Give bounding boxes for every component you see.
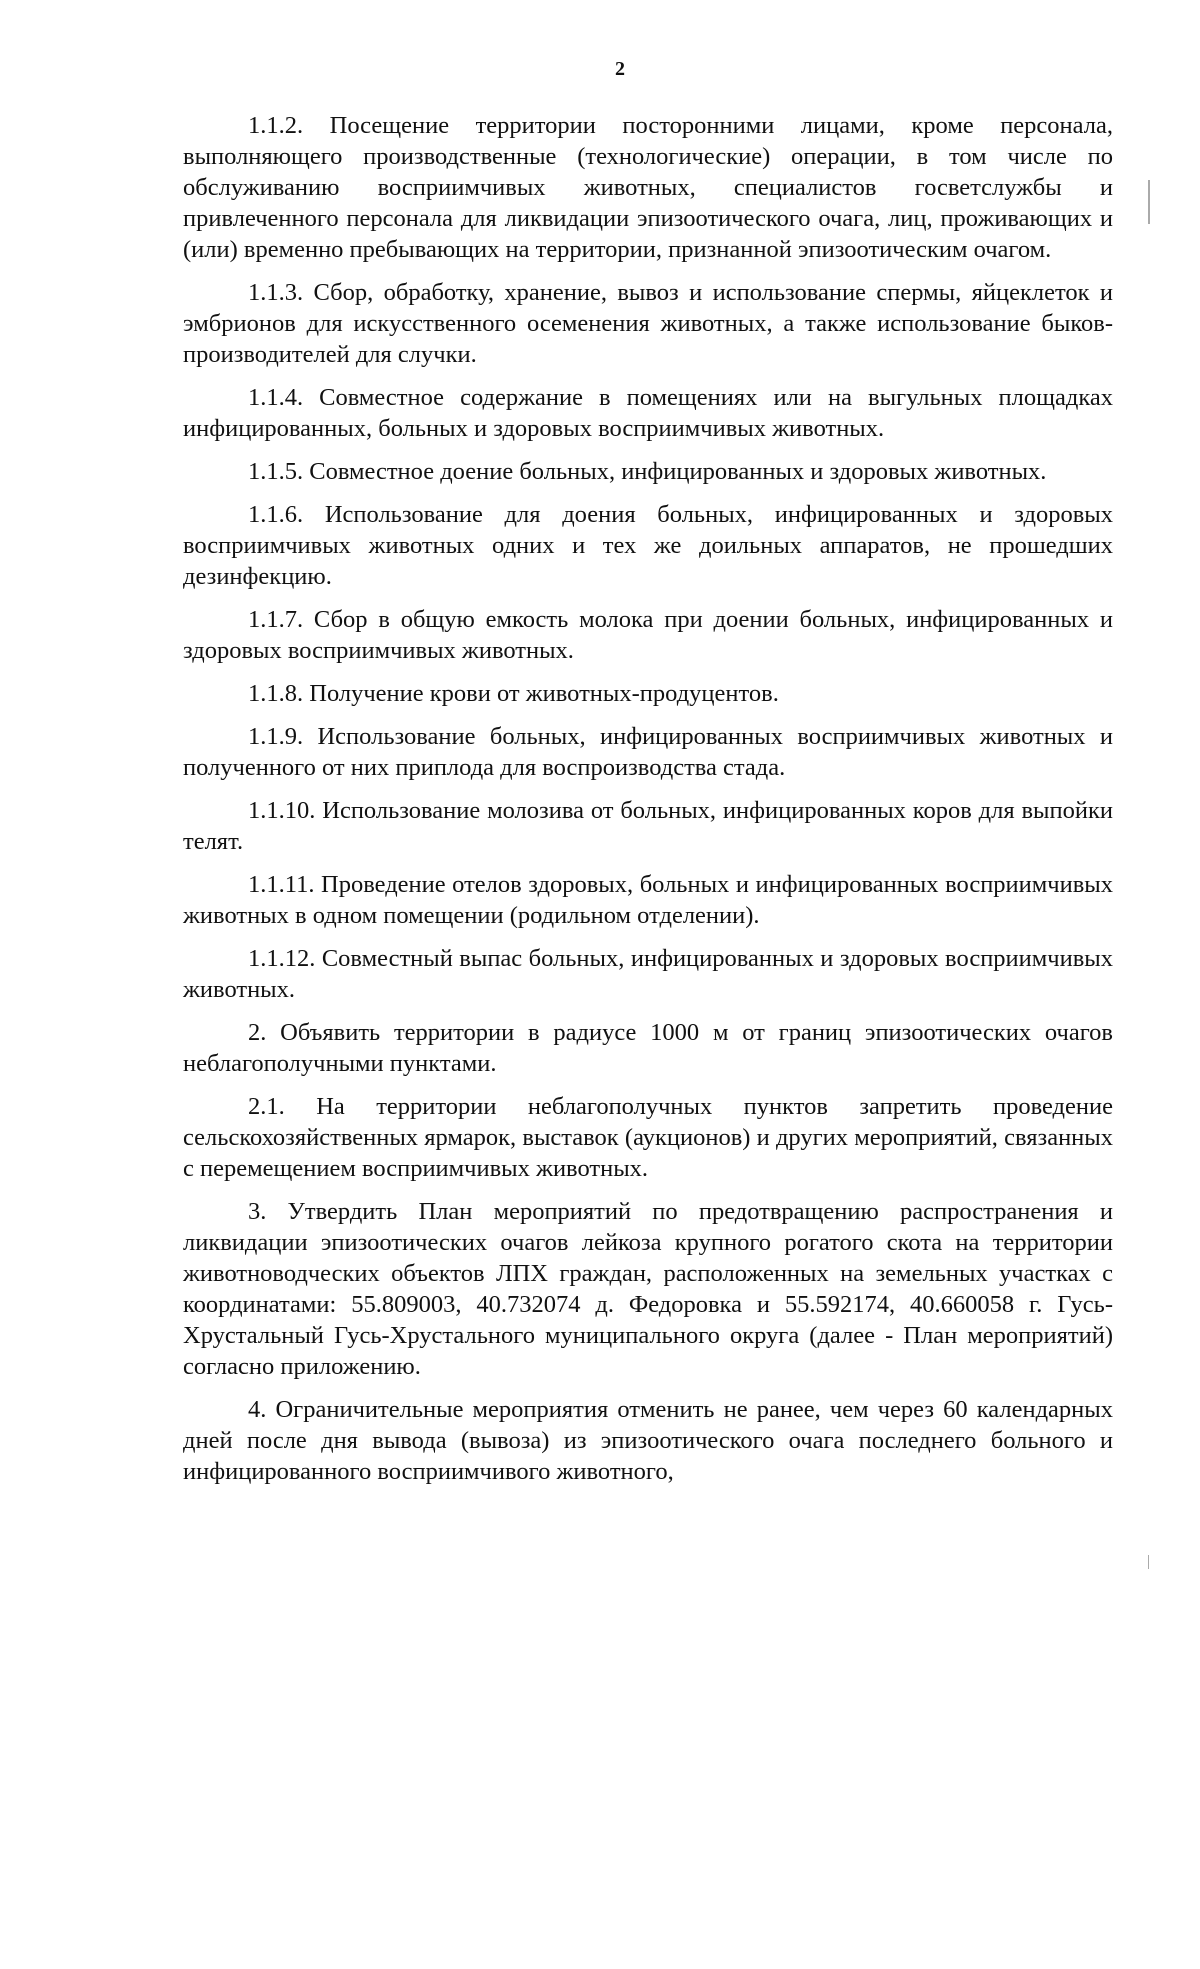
paragraph-1-1-7: 1.1.7. Сбор в общую емкость молока при доении больных, инфицированных и здоровых восприимчивых животных.	[183, 606, 1113, 664]
paragraph-3: 3. Утвердить План мероприятий по предотвращению распространения и ликвидации эпизоотических очагов лейкоза крупного рогатого скота на территории животноводческих объектов ЛПХ граждан, расположенных на земельных участках с координатами: 55.809003, 40.732074 д. Федоровка и 55.592174, 40.660058 г. Гусь-Хрустальный Гусь-Хрустального муниципального округа (далее - План мероприятий) согласно приложению.	[183, 1198, 1113, 1380]
paragraph-1-1-6: 1.1.6. Использование для доения больных, инфицированных и здоровых восприимчивых животных одних и тех же доильных аппаратов, не прошедших дезинфекцию.	[183, 501, 1113, 590]
paragraph-2: 2. Объявить территории в радиусе 1000 м от границ эпизоотических очагов неблагополучными пунктами.	[183, 1019, 1113, 1077]
paragraph-1-1-4: 1.1.4. Совместное содержание в помещениях или на выгульных площадках инфицированных, больных и здоровых восприимчивых животных.	[183, 384, 1113, 442]
paragraph-1-1-10: 1.1.10. Использование молозива от больных, инфицированных коров для выпойки телят.	[183, 797, 1113, 855]
paragraph-1-1-3: 1.1.3. Сбор, обработку, хранение, вывоз и использование спермы, яйцеклеток и эмбрионов для искусственного осеменения животных, а также использование быков-производителей для случки.	[183, 279, 1113, 368]
paragraph-4: 4. Ограничительные мероприятия отменить не ранее, чем через 60 календарных дней после дня вывода (вывоза) из эпизоотического очага последнего больного и инфицированного восприимчивого животного,	[183, 1396, 1113, 1485]
paragraph-1-1-2: 1.1.2. Посещение территории посторонними лицами, кроме персонала, выполняющего производственные (технологические) операции, в том числе по обслуживанию восприимчивых животных, специалистов госветслужбы и привлеченного персонала для ликвидации эпизоотического очага, лиц, проживающих и (или) временно пребывающих на территории, признанной эпизоотическим очагом.	[183, 112, 1113, 263]
paragraph-1-1-9: 1.1.9. Использование больных, инфицированных восприимчивых животных и полученного от них приплода для воспроизводства стада.	[183, 723, 1113, 781]
paragraph-1-1-8: 1.1.8. Получение крови от животных-продуцентов.	[248, 680, 779, 707]
paragraph-2-1: 2.1. На территории неблагополучных пунктов запретить проведение сельскохозяйственных ярмарок, выставок (аукционов) и других мероприятий, связанных с перемещением восприимчивых животных.	[183, 1093, 1113, 1182]
page-number: 2	[615, 58, 625, 80]
scan-margin-mark	[1148, 1555, 1149, 1569]
scan-margin-mark	[1148, 180, 1150, 224]
paragraph-1-1-5: 1.1.5. Совместное доение больных, инфицированных и здоровых животных.	[248, 458, 1047, 485]
paragraph-1-1-11: 1.1.11. Проведение отелов здоровых, больных и инфицированных восприимчивых животных в одном помещении (родильном отделении).	[183, 871, 1113, 929]
document-body	[183, 110, 1113, 1499]
paragraph-1-1-12: 1.1.12. Совместный выпас больных, инфицированных и здоровых восприимчивых животных.	[183, 945, 1113, 1003]
